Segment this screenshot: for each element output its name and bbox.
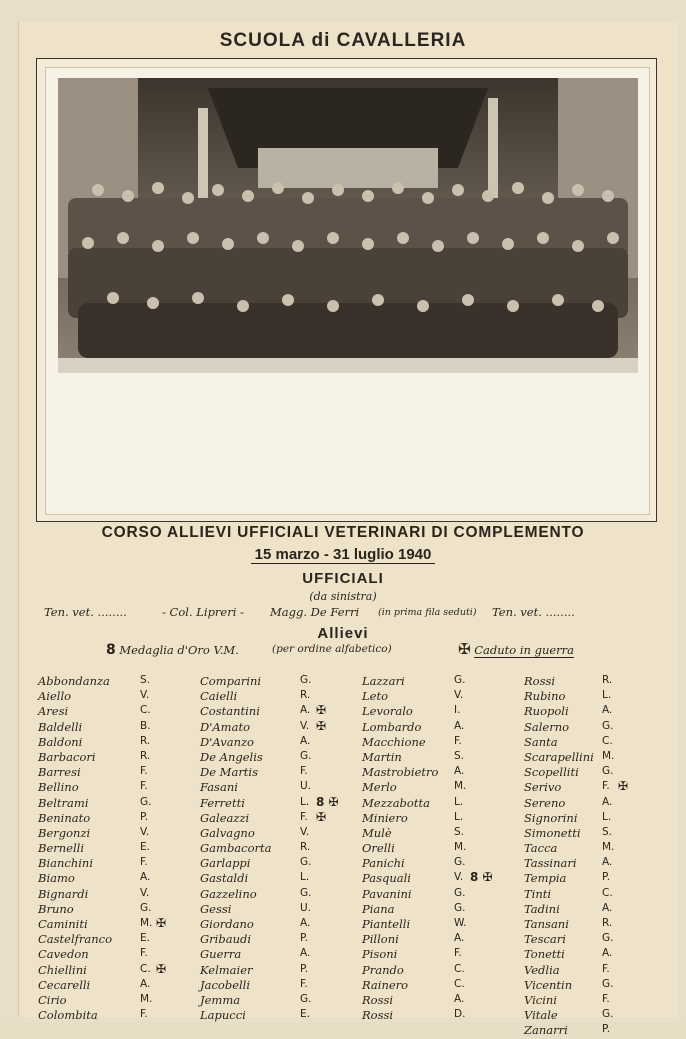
student-name: Beninato	[38, 810, 91, 825]
student-initial: R.	[140, 749, 151, 762]
fallen-legend	[458, 640, 574, 658]
officer-note: (in prima fila seduti)	[378, 607, 477, 618]
student-initial: M.	[454, 841, 467, 854]
student-initial: M.	[602, 841, 615, 854]
medal-legend-text: Medaglia d'Oro V.M.	[119, 643, 239, 657]
student-name: Tadini	[524, 901, 560, 916]
student-name: Galvagno	[200, 825, 255, 840]
student-name: Rossi	[362, 992, 394, 1007]
gold-medal-icon: 8	[106, 642, 116, 658]
student-initial: F.	[602, 962, 610, 975]
student-name: Bellino	[38, 780, 79, 795]
student-initial: S.	[454, 749, 465, 762]
student-initial: P.	[602, 1023, 611, 1036]
officers-subheading: (da sinistra)	[309, 590, 377, 603]
student-initial: F.	[300, 810, 308, 823]
student-initial: L.	[300, 871, 310, 884]
student-initial: A.	[602, 856, 613, 869]
group-photo-image	[58, 78, 638, 373]
student-name: Fasani	[200, 780, 238, 795]
student-name: Tempia	[524, 871, 567, 886]
student-name: Rossi	[362, 1008, 394, 1023]
iron-cross-icon: ✠	[316, 703, 327, 718]
student-name: Kelmaier	[200, 962, 253, 977]
student-initial: L.	[300, 795, 310, 808]
student-initial: A.	[300, 917, 311, 929]
student-name: Panichi	[362, 856, 405, 871]
student-initial: G.	[602, 719, 614, 732]
student-name: Chiellini	[38, 962, 87, 977]
student-initial: L.	[454, 795, 464, 808]
student-initial: A.	[602, 901, 613, 914]
student-initial: R.	[140, 734, 151, 747]
student-name: Tescari	[524, 932, 566, 947]
student-initial: G.	[140, 795, 152, 808]
student-initial: R.	[602, 917, 613, 929]
student-name: Comparini	[200, 674, 262, 688]
student-initial: G.	[140, 901, 152, 914]
student-initial: B.	[140, 719, 151, 732]
student-name: Bianchini	[38, 856, 94, 871]
student-initial: U.	[300, 780, 312, 793]
student-initial: E.	[140, 932, 150, 945]
student-name: Bernelli	[38, 841, 84, 856]
student-initial: L.	[454, 810, 464, 823]
officer-magg: Magg. De Ferri	[270, 605, 360, 619]
student-name: D'Amato	[200, 719, 250, 734]
student-name: Orelli	[362, 841, 395, 856]
iron-cross-icon: ✠	[156, 961, 167, 976]
student-name: Mulè	[362, 825, 392, 840]
student-name: Baldoni	[38, 734, 83, 749]
student-initial: I.	[454, 704, 461, 717]
student-name: Zanarri	[524, 1023, 568, 1038]
student-initial: L.	[602, 810, 612, 823]
student-name: Vicini	[524, 992, 557, 1007]
student-initial: A.	[300, 704, 311, 717]
iron-cross-icon: ✠	[458, 640, 471, 658]
student-initial: G.	[602, 1008, 614, 1021]
student-name: Bignardi	[38, 886, 89, 901]
student-name: Tacca	[524, 841, 558, 856]
student-name: D'Avanzo	[200, 734, 254, 749]
student-name: Pisoni	[362, 947, 398, 962]
fallen-legend-text: Caduto in guerra	[474, 643, 575, 657]
student-initial: F.	[140, 856, 148, 869]
photo-frame	[36, 58, 657, 522]
student-name: Biamo	[38, 871, 75, 886]
student-name: Vedlia	[524, 962, 560, 977]
student-initial: F.	[140, 1008, 148, 1021]
student-initial: G.	[454, 674, 466, 686]
student-name: Cirio	[38, 992, 67, 1007]
student-name: Garlappi	[200, 856, 251, 871]
student-name: Gribaudi	[200, 932, 252, 947]
student-initial: P.	[300, 932, 309, 945]
student-initial: E.	[300, 1008, 310, 1021]
student-name: Gazzelino	[200, 886, 257, 901]
student-name: Beltrami	[38, 795, 89, 810]
student-initial: S.	[454, 825, 465, 838]
student-initial: G.	[300, 674, 312, 686]
student-name: Cecarelli	[38, 977, 91, 992]
student-name: Scopelliti	[524, 765, 579, 780]
student-initial: A.	[602, 947, 613, 960]
student-name: Signorini	[524, 810, 578, 825]
student-name: Pilloni	[362, 932, 399, 947]
student-name: Mastrobietro	[362, 765, 439, 780]
student-initial: A.	[602, 795, 613, 808]
student-initial: A.	[140, 977, 151, 990]
student-initial: U.	[300, 901, 312, 914]
student-name: Bruno	[38, 901, 74, 916]
student-initial: V.	[454, 689, 464, 702]
student-name: Colombita	[38, 1008, 98, 1023]
student-name: Guerra	[200, 947, 242, 962]
student-initial: V.	[140, 886, 150, 899]
student-name: Levoralo	[362, 704, 413, 719]
student-name: Salerno	[524, 719, 570, 734]
student-initial: M.	[454, 780, 467, 793]
student-name: De Martis	[200, 765, 259, 780]
student-name: Leto	[362, 689, 388, 704]
student-initial: G.	[602, 765, 614, 778]
student-initial: A.	[140, 871, 151, 884]
medal-and-cross-icon: 8 ✠	[316, 794, 339, 809]
student-initial: P.	[602, 871, 611, 884]
group-photograph	[58, 78, 638, 373]
student-name: Giordano	[200, 917, 254, 931]
student-initial: G.	[602, 932, 614, 945]
student-name: Scarapellini	[524, 749, 594, 764]
student-name: Santa	[524, 734, 558, 749]
student-name: Macchione	[362, 734, 426, 749]
student-initial: S.	[140, 674, 151, 686]
student-name: Piana	[362, 901, 395, 916]
student-initial: C.	[602, 886, 613, 899]
student-name: Lombardo	[362, 719, 422, 734]
student-name: Merlo	[362, 780, 397, 795]
student-name: Cavedon	[38, 947, 89, 962]
student-initial: C.	[454, 977, 465, 990]
student-name: Pavanini	[362, 886, 412, 901]
student-name: Galeazzi	[200, 810, 250, 825]
student-name: Caielli	[200, 689, 238, 704]
student-initial: W.	[454, 917, 467, 929]
student-name: Sereno	[524, 795, 566, 810]
student-name: Bergonzi	[38, 825, 91, 840]
student-initial: P.	[300, 962, 309, 975]
school-title: SCUOLA di CAVALLERIA	[219, 30, 467, 51]
student-name: Tansani	[524, 917, 569, 931]
student-initial: F.	[300, 765, 308, 778]
order-note: (per ordine alfabetico)	[272, 643, 392, 655]
student-name: Gastaldi	[200, 871, 249, 886]
student-name: Simonetti	[524, 825, 581, 840]
student-initial: G.	[602, 977, 614, 990]
student-name: Prando	[362, 962, 404, 977]
course-dates-text: 15 marzo - 31 luglio 1940	[251, 546, 436, 564]
student-initial: G.	[300, 992, 312, 1005]
student-initial: L.	[602, 689, 612, 702]
student-name: Abbondanza	[38, 674, 110, 688]
student-initial: C.	[454, 962, 465, 975]
iron-cross-icon: ✠	[156, 916, 167, 930]
student-initial: G.	[454, 901, 466, 914]
student-initial: A.	[454, 765, 465, 778]
student-initial: A.	[300, 947, 311, 960]
student-initial: P.	[140, 810, 149, 823]
student-name: Barresi	[38, 765, 81, 780]
student-name: Rainero	[362, 977, 409, 992]
student-name: Baldelli	[38, 719, 83, 734]
student-initial: F.	[454, 734, 462, 747]
student-initial: F.	[454, 947, 462, 960]
student-initial: C.	[140, 962, 151, 975]
student-name: Gambacorta	[200, 841, 272, 856]
student-name: Castelfranco	[38, 932, 113, 947]
student-initial: G.	[300, 749, 312, 762]
student-name: De Angelis	[200, 749, 263, 764]
student-initial: R.	[300, 689, 311, 702]
student-name: Piantelli	[362, 917, 411, 931]
student-name: Ruopoli	[524, 704, 569, 719]
student-initial: G.	[300, 886, 312, 899]
student-initial: S.	[602, 825, 613, 838]
student-name: Tonetti	[524, 947, 565, 962]
student-initial: A.	[454, 932, 465, 945]
student-name: Tassinari	[524, 856, 577, 871]
student-initial: M.	[602, 749, 615, 762]
officer-col: - Col. Lipreri -	[162, 605, 244, 619]
student-initial: G.	[300, 856, 312, 869]
student-initial: F.	[140, 780, 148, 793]
students-heading: Allievi	[317, 625, 369, 642]
student-initial: V.	[454, 871, 464, 884]
student-initial: G.	[454, 856, 466, 869]
medal-and-cross-icon: 8 ✠	[470, 870, 493, 885]
photo-mount	[45, 67, 650, 515]
student-name: Gessi	[200, 901, 232, 916]
student-name: Costantini	[200, 704, 260, 719]
course-title: CORSO ALLIEVI UFFICIALI VETERINARI DI COMPLEMENTO	[101, 524, 585, 541]
student-name: Jacobelli	[200, 977, 251, 992]
student-initial: R.	[602, 674, 613, 686]
student-initial: D.	[454, 1008, 466, 1021]
student-initial: F.	[602, 780, 610, 793]
student-initial: E.	[140, 841, 150, 854]
iron-cross-icon: ✠	[618, 779, 629, 794]
student-name: Ferretti	[200, 795, 245, 810]
student-initial: F.	[140, 947, 148, 960]
student-name: Aiello	[38, 689, 72, 704]
student-initial: F.	[602, 992, 610, 1005]
student-initial: G.	[454, 886, 466, 899]
student-name: Tinti	[524, 886, 552, 901]
iron-cross-icon: ✠	[316, 809, 327, 824]
student-name: Vitale	[524, 1008, 558, 1023]
student-initial: A.	[300, 734, 311, 747]
student-name: Serivo	[524, 780, 562, 795]
student-initial: M.	[140, 917, 153, 929]
course-dates	[0, 546, 686, 563]
iron-cross-icon: ✠	[316, 718, 327, 733]
student-name: Lazzari	[362, 674, 405, 688]
student-initial: R.	[300, 841, 311, 854]
student-initial: V.	[300, 719, 310, 732]
student-initial: V.	[140, 825, 150, 838]
student-name: Miniero	[362, 810, 408, 825]
officer-left: Ten. vet. ........	[44, 605, 127, 619]
student-initial: C.	[602, 734, 613, 747]
officers-heading: UFFICIALI	[302, 570, 384, 587]
student-name: Rubino	[524, 689, 566, 704]
student-initial: A.	[454, 719, 465, 732]
student-name: Jemma	[200, 992, 241, 1007]
medal-legend	[106, 642, 239, 658]
student-name: Mezzabotta	[362, 795, 430, 810]
student-name: Lapucci	[200, 1008, 246, 1023]
student-initial: A.	[602, 704, 613, 717]
student-initial: C.	[140, 704, 151, 717]
student-initial: A.	[454, 992, 465, 1005]
student-initial: F.	[300, 977, 308, 990]
student-initial: M.	[140, 992, 153, 1005]
student-name: Martin	[362, 749, 402, 764]
student-initial: F.	[140, 765, 148, 778]
student-name: Barbacori	[38, 749, 96, 764]
student-name: Aresi	[38, 704, 69, 719]
student-name: Vicentin	[524, 977, 573, 992]
student-initial: V.	[140, 689, 150, 702]
student-name: Caminiti	[38, 917, 88, 931]
student-name: Rossi	[524, 674, 556, 688]
officer-right: Ten. vet. ........	[492, 605, 575, 619]
student-name: Pasquali	[362, 871, 411, 886]
student-initial: V.	[300, 825, 310, 838]
